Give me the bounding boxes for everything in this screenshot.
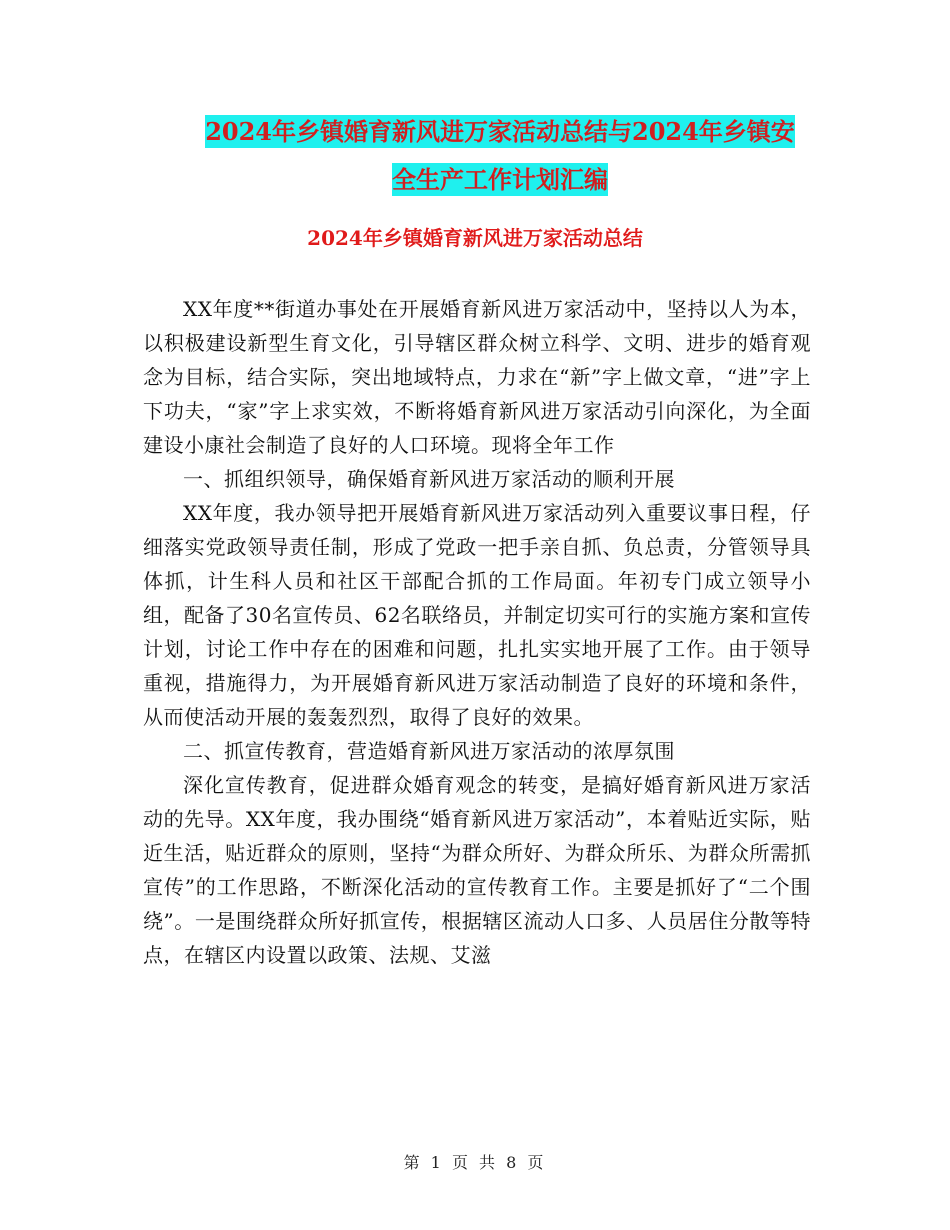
document-title xyxy=(140,108,860,204)
paragraph-section-2: 深化宣传教育，促进群众婚育观念的转变，是搞好婚育新风进万家活动的先导。XX年度，我办围绕“婚育新风进万家活动”，本着贴近实际，贴近生活，贴近群众的原则，坚持“为群众所好、为群众所乐、为群众所需抓宣传”的工作思路，不断深化活动的宣传教育工作。主要是抓好了“二个围绕”。一是围绕群众所好抓宣传，根据辖区流动人口多、人员居住分散等特点，在辖区内设置以政策、法规、艾滋 xyxy=(143,773,811,967)
title-line-2: 全生产工作计划汇编 xyxy=(392,165,608,194)
title-line-1: 2024年乡镇婚育新风进万家活动总结与2024年乡镇安 xyxy=(205,117,795,146)
page-footer: 第 1 页 共 8 页 xyxy=(403,1153,547,1172)
paragraph-section-1: XX年度，我办领导把开展婚育新风进万家活动列入重要议事日程，仔细落实党政领导责任制，形成了党政一把手亲自抓、负总责，分管领导具体抓，计生科人员和社区干部配合抓的工作局面。年初专门成立领导小组，配备了30名宣传员、62名联络员，并制定切实可行的实施方案和宣传计划，讨论工作中存在的困难和问题，扎扎实实地开展了工作。由于领导重视，措施得力，为开展婚育新风进万家活动制造了良好的环境和条件，从而使活动开展的轰轰烈烈，取得了良好的效果。 xyxy=(143,501,811,729)
section-title: 2024年乡镇婚育新风进万家活动总结 xyxy=(307,226,643,250)
document-body xyxy=(143,292,811,972)
heading-section-1: 一、抓组织领导，确保婚育新风进万家活动的顺利开展 xyxy=(183,467,675,491)
heading-section-2: 二、抓宣传教育，营造婚育新风进万家活动的浓厚氛围 xyxy=(183,739,675,763)
paragraph-intro: XX年度**街道办事处在开展婚育新风进万家活动中，坚持以人为本，以积极建设新型生育文化，引导辖区群众树立科学、文明、进步的婚育观念为目标，结合实际，突出地域特点，力求在“新”字上做文章，“进”字上下功夫，“家”字上求实效，不断将婚育新风进万家活动引向深化，为全面建设小康社会制造了良好的人口环境。现将全年工作 xyxy=(143,297,811,457)
